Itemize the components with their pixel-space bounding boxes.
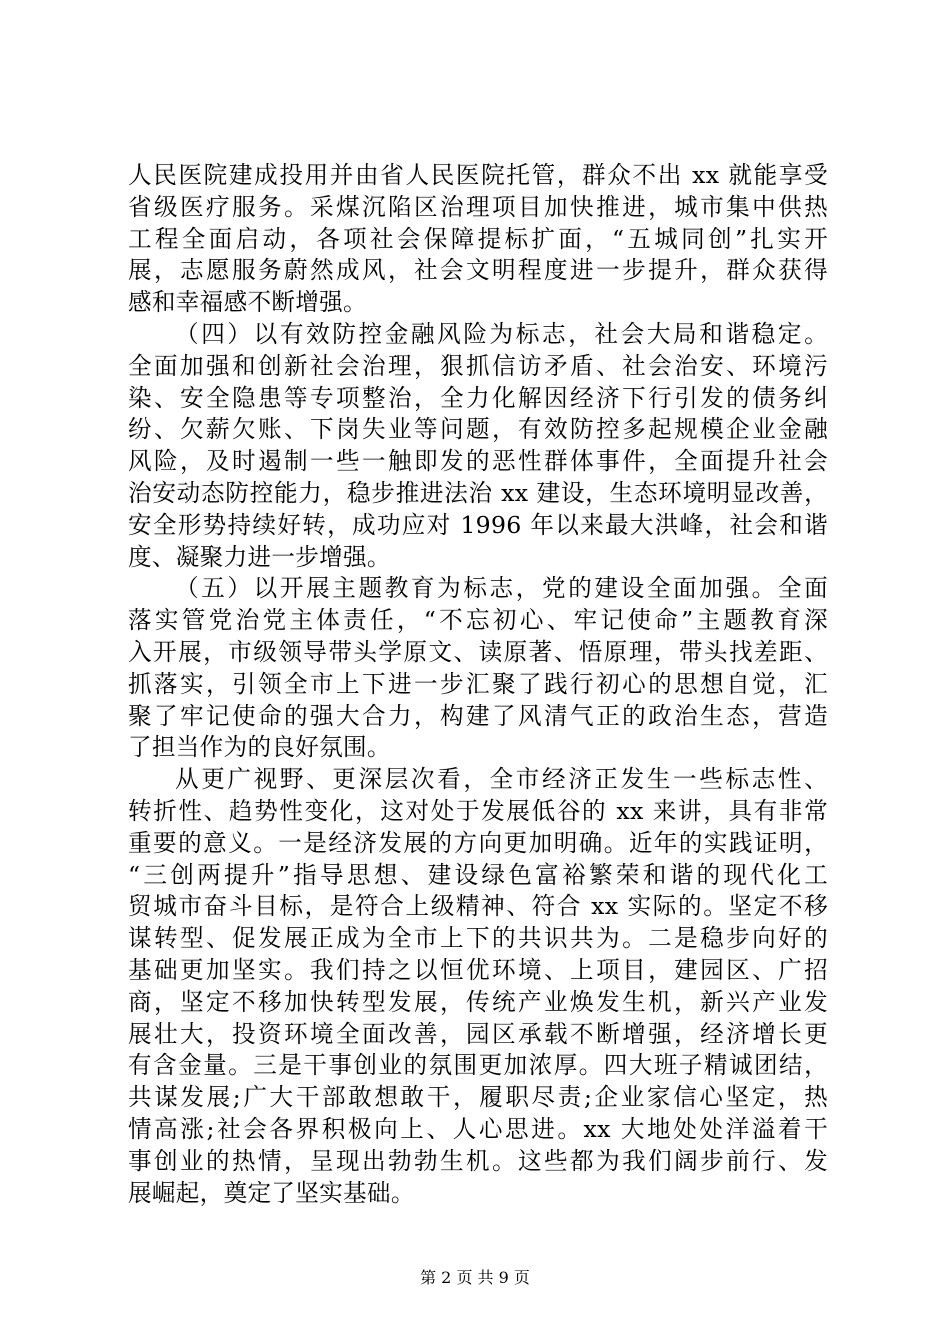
text-line: 商，坚定不移加快转型发展，传统产业焕发生机，新兴产业发 (128, 987, 828, 1016)
text-line: 染、安全隐患等专项整治，全力化解因经济下行引发的债务纠 (128, 383, 828, 412)
text-line: 基础更加坚实。我们持之以恒优环境、上项目，建园区、广招 (128, 955, 828, 984)
text-line: 有含金量。三是干事创业的氛围更加浓厚。四大班子精诚团结， (128, 1051, 828, 1080)
text-line: 共谋发展;广大干部敢想敢干，履职尽责;企业家信心坚定，热 (128, 1083, 828, 1112)
text-line: 贸城市奋斗目标，是符合上级精神、符合 xx 实际的。坚定不移 (128, 892, 828, 921)
text-line: 纷、欠薪欠账、下岗失业等问题，有效防控多起规模企业金融 (128, 415, 828, 444)
text-line: 度、凝聚力进一步增强。 (128, 542, 391, 571)
text-line: 谋转型、促发展正成为全市上下的共识共为。二是稳步向好的 (128, 924, 828, 953)
text-line: 展壮大，投资环境全面改善，园区承载不断增强，经济增长更 (128, 1019, 828, 1048)
text-line: 展，志愿服务蔚然成风，社会文明程度进一步提升，群众获得 (128, 256, 828, 285)
paragraph-start-line: （四）以有效防控金融风险为标志，社会大局和谐稳定。 (175, 319, 828, 348)
text-line: 了担当作为的良好氛围。 (128, 733, 391, 762)
text-line: 展崛起，奠定了坚实基础。 (128, 1178, 415, 1207)
text-line: 情高涨;社会各界积极向上、人心思进。xx 大地处处洋溢着干 (128, 1114, 828, 1143)
text-line: 工程全面启动，各项社会保障提标扩面，“五城同创”扎实开 (128, 224, 828, 253)
text-line: 入开展，市级领导带头学原文、读原著、悟原理，带头找差距、 (128, 637, 828, 666)
text-line: 感和幸福感不断增强。 (128, 288, 367, 317)
text-line: 落实管党治党主体责任，“不忘初心、牢记使命”主题教育深 (128, 606, 828, 635)
text-line: 省级医疗服务。采煤沉陷区治理项目加快推进，城市集中供热 (128, 192, 828, 221)
text-line: 重要的意义。一是经济发展的方向更加明确。近年的实践证明， (128, 828, 828, 857)
text-line: 抓落实，引领全市上下进一步汇聚了践行初心的思想自觉，汇 (128, 669, 828, 698)
text-line: 人民医院建成投用并由省人民医院托管，群众不出 xx 就能享受 (128, 161, 828, 189)
text-line: 全面加强和创新社会治理，狠抓信访矛盾、社会治安、环境污 (128, 351, 828, 380)
text-line: 事创业的热情，呈现出勃勃生机。这些都为我们阔步前行、发 (128, 1146, 828, 1175)
document-body (128, 160, 828, 1209)
paragraph-start-line: 从更广视野、更深层次看，全市经济正发生一些标志性、 (175, 765, 828, 794)
text-line: 安全形势持续好转，成功应对 1996 年以来最大洪峰，社会和谐 (128, 510, 828, 539)
text-line: 转折性、趋势性变化，这对处于发展低谷的 xx 来讲，具有非常 (128, 796, 828, 825)
paragraph-start-line: （五）以开展主题教育为标志，党的建设全面加强。全面 (175, 574, 828, 603)
text-line: 治安动态防控能力，稳步推进法治 xx 建设，生态环境明显改善， (128, 478, 828, 507)
text-line: 聚了牢记使命的强大合力，构建了风清气正的政治生态，营造 (128, 701, 828, 730)
page-footer: 第 2 页 共 9 页 (420, 1268, 530, 1287)
text-line: “三创两提升”指导思想、建设绿色富裕繁荣和谐的现代化工 (128, 860, 828, 889)
text-line: 风险，及时遏制一些一触即发的恶性群体事件，全面提升社会 (128, 447, 828, 476)
